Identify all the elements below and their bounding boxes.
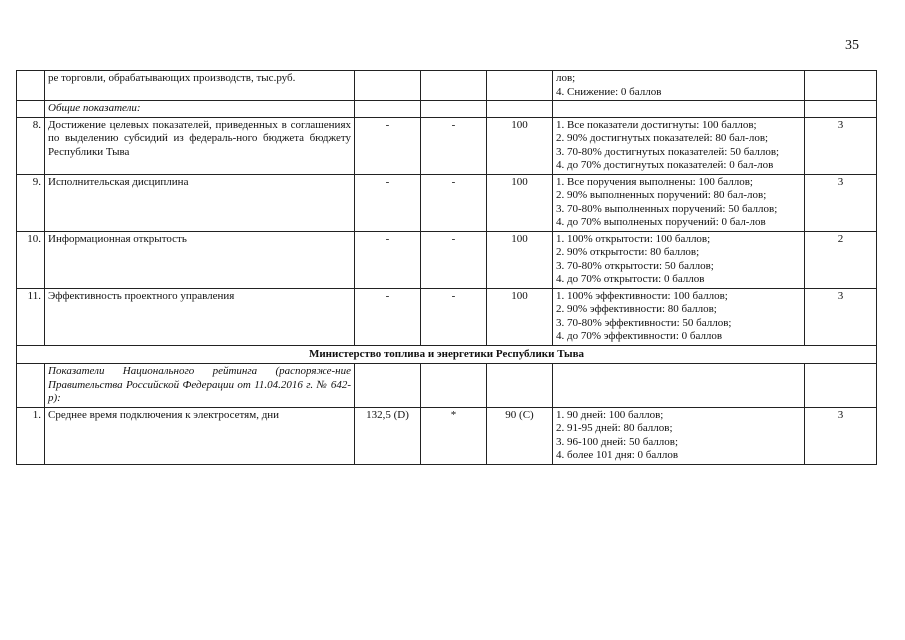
criteria-line: 4. до 70% эффективности: 0 баллов xyxy=(556,330,723,342)
current-value: - xyxy=(421,288,487,345)
criteria-line: 4. до 70% выполненых поручений: 0 бал-лов xyxy=(556,216,766,228)
weight-value: 3 xyxy=(805,407,877,464)
criteria-line: 4. Снижение: 0 баллов xyxy=(556,85,662,98)
empty-cell xyxy=(355,364,421,408)
table-row xyxy=(17,174,877,231)
criteria-line: 4. более 101 дня: 0 баллов xyxy=(556,449,679,461)
current-value: - xyxy=(421,231,487,288)
current-value: - xyxy=(421,117,487,174)
table-row xyxy=(17,288,877,345)
indicator-name: ре торговли, обрабатывающих производств, тыс.руб. xyxy=(45,71,355,101)
base-value: - xyxy=(355,288,421,345)
criteria-line: 3. 96-100 дней: 50 баллов; xyxy=(556,435,679,448)
criteria-cell xyxy=(553,71,805,101)
empty-cell xyxy=(553,364,805,408)
subheading-label: Показатели Национального рейтинга (распоряже-ние Правительства Российской Федерации от 11.04.2016 г. № 642-р): xyxy=(45,364,355,408)
row-number xyxy=(17,71,45,101)
criteria-cell xyxy=(553,174,805,231)
criteria-cell xyxy=(553,407,805,464)
empty-cell xyxy=(805,364,877,408)
row-number: 1. xyxy=(17,407,45,464)
indicators-table xyxy=(16,70,877,465)
empty-cell xyxy=(421,364,487,408)
target-value xyxy=(487,71,553,101)
indicator-name: Эффективность проектного управления xyxy=(45,288,355,345)
base-value: - xyxy=(355,117,421,174)
indicator-name: Среднее время подключения к электросетям, дни xyxy=(45,407,355,464)
row-number xyxy=(17,364,45,408)
criteria-line: 3. 70-80% выполненных поручений: 50 баллов; xyxy=(556,202,778,215)
table-row xyxy=(17,345,877,364)
target-value: 100 xyxy=(487,117,553,174)
section-title: Министерство топлива и энергетики Республики Тыва xyxy=(17,345,877,364)
weight-value xyxy=(805,71,877,101)
empty-cell xyxy=(355,101,421,118)
criteria-line: 1. 100% открытости: 100 баллов; xyxy=(556,232,711,245)
table-row xyxy=(17,71,877,101)
criteria-line: 2. 90% эффективности: 80 баллов; xyxy=(556,303,717,315)
criteria-line: 4. до 70% достигнутых показателей: 0 бал-лов xyxy=(556,159,774,171)
criteria-line: 2. 91-95 дней: 80 баллов; xyxy=(556,422,673,434)
empty-cell xyxy=(421,101,487,118)
weight-value: 2 xyxy=(805,231,877,288)
table-row xyxy=(17,101,877,118)
criteria-line: 2. 90% достигнутых показателей: 80 бал-лов; xyxy=(556,132,769,144)
criteria-line: 3. 70-80% эффективности: 50 баллов; xyxy=(556,316,732,329)
indicator-name: Информационная открытость xyxy=(45,231,355,288)
empty-cell xyxy=(805,101,877,118)
base-value: 132,5 (D) xyxy=(355,407,421,464)
indicator-name: Исполнительская дисциплина xyxy=(45,174,355,231)
row-number: 8. xyxy=(17,117,45,174)
criteria-line: 1. 100% эффективности: 100 баллов; xyxy=(556,289,728,302)
current-value xyxy=(421,71,487,101)
row-number: 11. xyxy=(17,288,45,345)
target-value: 100 xyxy=(487,174,553,231)
criteria-line: 1. Все поручения выполнены: 100 баллов; xyxy=(556,175,753,188)
current-value: * xyxy=(421,407,487,464)
criteria-cell xyxy=(553,117,805,174)
criteria-line: 1. Все показатели достигнуты: 100 баллов; xyxy=(556,118,757,131)
empty-cell xyxy=(487,101,553,118)
criteria-cell xyxy=(553,288,805,345)
criteria-line: 3. 70-80% открытости: 50 баллов; xyxy=(556,259,714,272)
empty-cell xyxy=(487,364,553,408)
target-value: 100 xyxy=(487,288,553,345)
target-value: 100 xyxy=(487,231,553,288)
table-row xyxy=(17,364,877,408)
criteria-line: 4. до 70% открытости: 0 баллов xyxy=(556,273,705,285)
base-value: - xyxy=(355,231,421,288)
weight-value: 3 xyxy=(805,288,877,345)
current-value: - xyxy=(421,174,487,231)
table-row xyxy=(17,407,877,464)
row-number: 9. xyxy=(17,174,45,231)
weight-value: 3 xyxy=(805,174,877,231)
row-number xyxy=(17,101,45,118)
weight-value: 3 xyxy=(805,117,877,174)
indicator-name: Достижение целевых показателей, приведенных в соглашениях по выделению субсидий из федераль-ного бюджета бюджету Республики Тыва xyxy=(45,117,355,174)
base-value xyxy=(355,71,421,101)
criteria-line: 2. 90% выполненных поручений: 80 бал-лов; xyxy=(556,189,767,201)
base-value: - xyxy=(355,174,421,231)
criteria-line: лов; xyxy=(556,72,576,84)
table-row xyxy=(17,117,877,174)
subheading-label: Общие показатели: xyxy=(45,101,355,118)
criteria-line: 2. 90% открытости: 80 баллов; xyxy=(556,246,700,258)
criteria-cell xyxy=(553,231,805,288)
empty-cell xyxy=(553,101,805,118)
table-row xyxy=(17,231,877,288)
row-number: 10. xyxy=(17,231,45,288)
target-value: 90 (C) xyxy=(487,407,553,464)
criteria-line: 3. 70-80% достигнутых показателей: 50 баллов; xyxy=(556,145,780,158)
criteria-line: 1. 90 дней: 100 баллов; xyxy=(556,408,664,421)
page-number: 35 xyxy=(845,38,859,53)
